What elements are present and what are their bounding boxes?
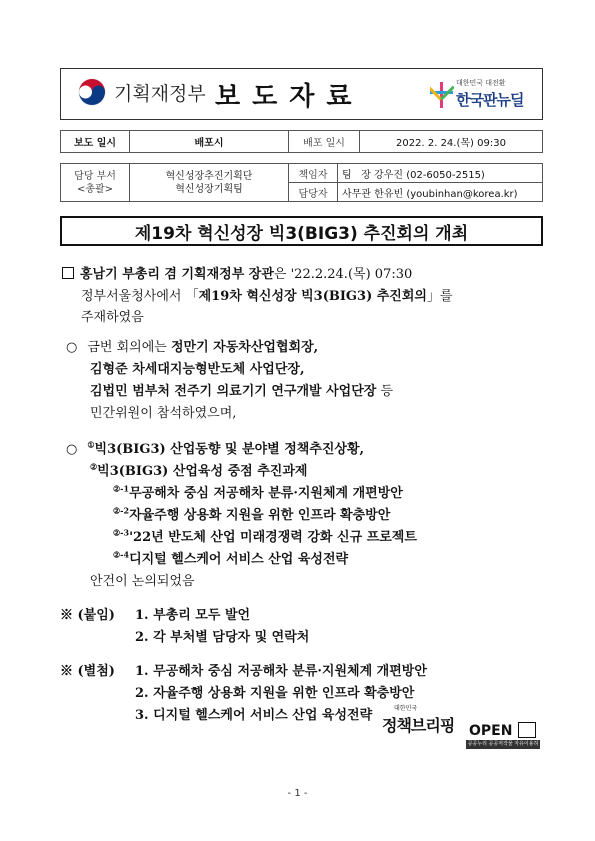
text-fragment: 」를 — [426, 289, 453, 304]
appendix-item: 3. 디지털 헬스케어 서비스 산업 육성전략 — [135, 708, 373, 723]
sub-agenda-marker: ②-1 — [113, 483, 130, 494]
sub-agenda-text: 무공해차 중심 저공해차 분류·지원체계 개편방안 — [129, 486, 403, 501]
newdeal-star-icon — [430, 80, 454, 110]
department-label: 담당 부서 <총괄> — [61, 164, 130, 202]
attachment-item: 1. 부총리 모두 발언 — [135, 608, 251, 623]
paragraph-2-line-5: 민간위원이 참석하였으며, — [90, 406, 237, 421]
sub-agenda-item — [113, 526, 417, 545]
contact-table — [60, 163, 543, 202]
page-number: - 1 - — [287, 788, 308, 799]
contact-person: 사무관 한유빈 (youbinhan@korea.kr) — [338, 183, 543, 202]
agenda-marker: ② — [90, 461, 98, 472]
appendix-label: ※ (별첨) — [60, 664, 115, 679]
ministry-brand — [78, 78, 206, 106]
contact-role: 책임자 — [289, 164, 338, 183]
sub-agenda-text: 디지털 헬스케어 서비스 산업 육성전략 — [129, 552, 349, 567]
text-fragment: 금번 회의에는 — [87, 340, 171, 355]
agenda-item-2 — [90, 460, 307, 479]
sub-agenda-marker: ②-3 — [113, 527, 130, 538]
sub-agenda-marker: ②-4 — [113, 549, 130, 560]
newdeal-tagline: 대한민국 대전환 — [456, 79, 506, 87]
square-bullet-icon — [62, 267, 74, 279]
sub-agenda-marker: ②-2 — [113, 505, 130, 516]
appendix-item: 1. 무공해차 중심 저공해차 분류·지원체계 개편방안 — [135, 664, 427, 679]
release-label: 보도 일시 — [61, 131, 130, 153]
contact-role: 담당자 — [289, 183, 338, 202]
agenda-text: 빅3(BIG3) 산업육성 중점 추진과제 — [97, 464, 308, 479]
headline: 제19차 혁신성장 빅3(BIG3) 추진회의 개최 — [134, 223, 469, 244]
department-value: 혁신성장추진기획단 혁신성장기획팀 — [130, 164, 289, 202]
press-release-title: 보도자료 — [215, 82, 364, 112]
policy-briefing-logo — [382, 703, 458, 749]
agenda-marker: ① — [87, 439, 95, 450]
contact-person: 팀 장 강우진 (02-6050-2515) — [338, 164, 543, 183]
paragraph-1-line-3: 주재하였음 — [81, 310, 144, 325]
release-info-table — [60, 130, 543, 153]
policy-briefing-name: 정책브리핑 — [382, 716, 455, 735]
agenda-item-1 — [66, 438, 364, 457]
circle-bullet: ○ — [66, 340, 78, 355]
sub-agenda-item — [113, 504, 390, 523]
text-fragment: 등 — [376, 384, 394, 399]
attendee-2: 김형준 차세대지능형반도체 사업단장, — [90, 362, 305, 377]
paragraph-3-end: 안건이 논의되었음 — [90, 574, 195, 589]
open-license-logo — [466, 722, 540, 756]
attachment-item: 2. 각 부처별 담당자 및 연락처 — [135, 630, 310, 645]
circle-bullet: ○ — [66, 442, 78, 457]
newdeal-name: 한국판뉴딜 — [456, 91, 524, 109]
sub-agenda-text: 자율주행 상용화 지원을 위한 인프라 확충방안 — [129, 508, 391, 523]
policy-briefing-tag: 대한민국 — [394, 705, 418, 712]
paragraph-1-line-1 — [62, 263, 412, 282]
distribution-label: 배포 일시 — [289, 131, 360, 153]
paragraph-2-line-4 — [90, 380, 393, 399]
license-type-icon — [518, 722, 536, 738]
text-fragment: 정부서울청사에서 「 — [81, 289, 199, 304]
attendee-3: 김법민 범부처 전주기 의료기기 연구개발 사업단장 — [90, 384, 377, 399]
speaker-name: 홍남기 부총리 겸 기획재정부 장관 — [80, 267, 274, 282]
meeting-name: 제19차 혁신성장 빅3(BIG3) 추진회의 — [198, 289, 427, 304]
open-license-subtext: 공공누리 공공저작물 자유이용허락 — [467, 741, 539, 756]
taegeuk-logo-icon — [78, 78, 106, 106]
sub-agenda-text: '22년 반도체 산업 미래경쟁력 강화 신규 프로젝트 — [129, 530, 417, 545]
newdeal-logo — [430, 72, 540, 118]
paragraph-2-line-1 — [66, 336, 318, 355]
meeting-datetime: 은 '22.2.24.(목) 07:30 — [273, 267, 413, 282]
open-license-text: OPEN — [469, 723, 513, 739]
headline-box — [60, 216, 543, 246]
paragraph-1-line-2 — [81, 285, 453, 304]
attendee-1: 정만기 자동차산업협회장, — [170, 340, 319, 355]
appendix-item: 2. 자율주행 상용화 지원을 위한 인프라 확충방안 — [135, 686, 415, 701]
release-value: 배포시 — [130, 131, 289, 153]
sub-agenda-item — [113, 482, 403, 501]
ministry-name: 기획재정부 — [114, 82, 206, 105]
sub-agenda-item — [113, 548, 348, 567]
agenda-text: 빅3(BIG3) 산업동향 및 분야별 정책추진상황, — [94, 442, 365, 457]
distribution-value: 2022. 2. 24.(목) 09:30 — [360, 131, 543, 153]
attachments-label: ※ (붙임) — [60, 608, 115, 623]
